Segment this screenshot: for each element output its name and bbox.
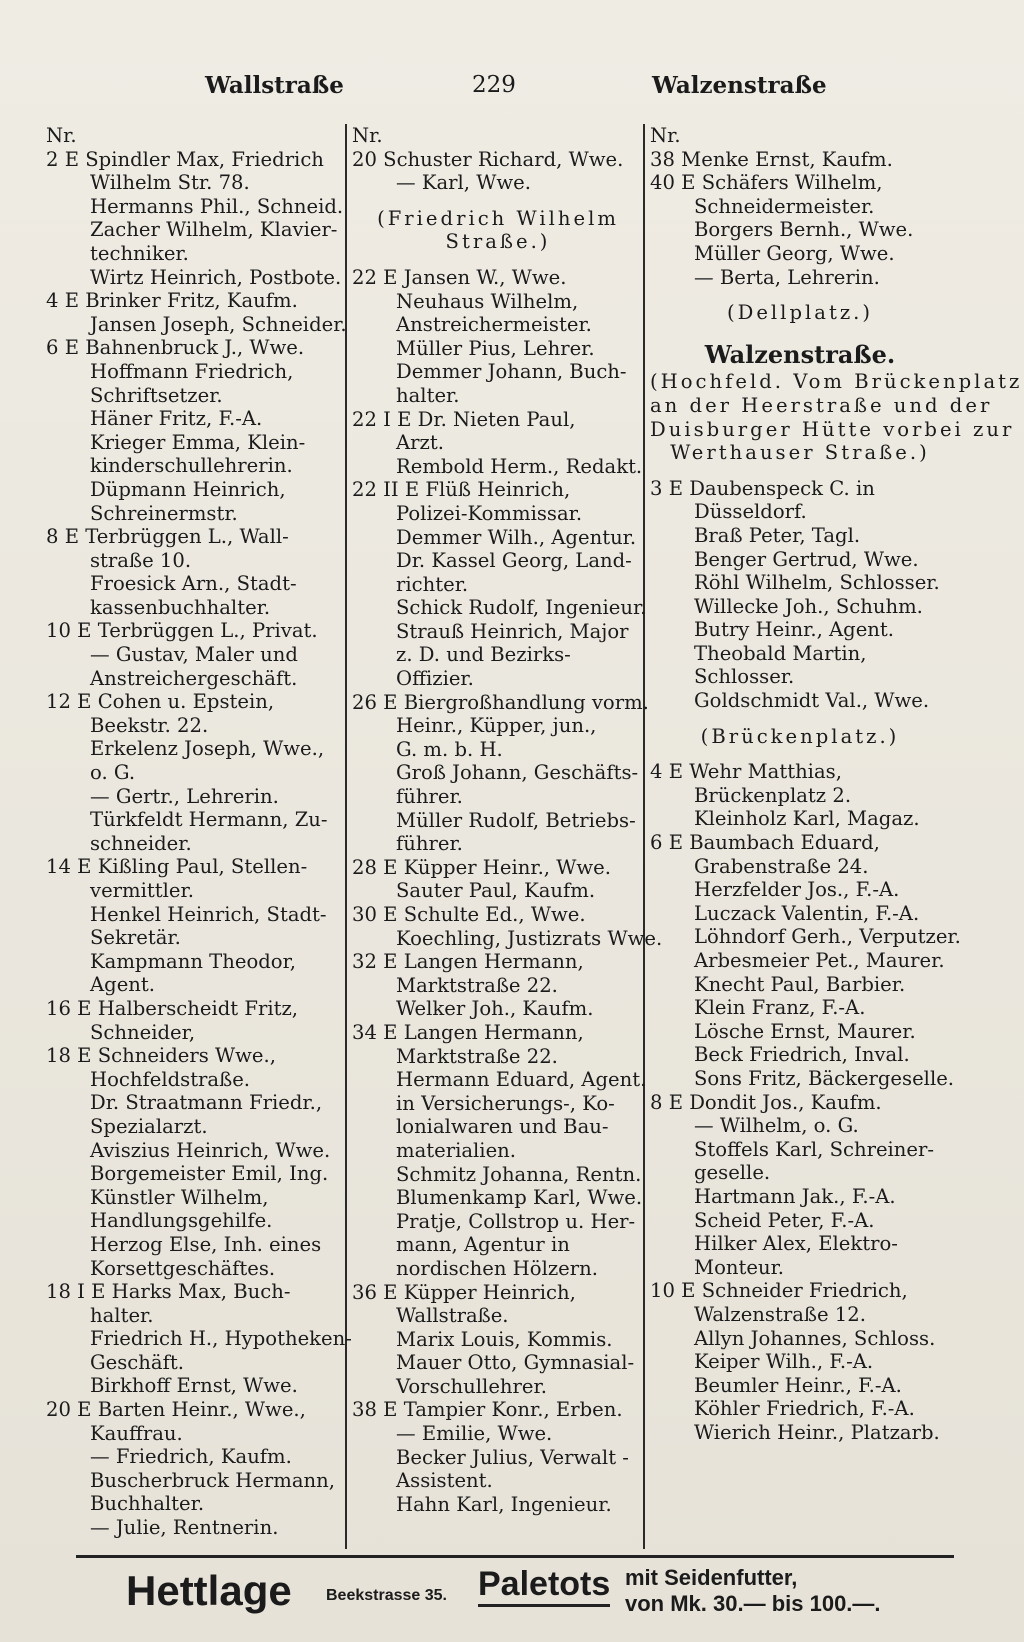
entry-line: 28 E Küpper Heinr., Wwe. [352,855,611,879]
entry-line: (Hochfeld. Vom Brückenplatz [650,370,1023,394]
entry-line: (Brückenplatz.) [700,724,900,748]
entry-line: Schriftsetzer. [90,383,223,407]
entry-line: Hermann Eduard, Agent. [396,1068,647,1092]
entry-line: Beekstr. 22. [90,713,209,737]
entry-line: Wilhelm Str. 78. [90,171,250,195]
entry-line: an der Heerstraße und der [650,393,993,417]
entry-line: Offizier. [396,667,474,691]
entry-line: Spezialarzt. [90,1114,208,1138]
entry-line: Müller Georg, Wwe. [694,241,895,265]
entry-line: Anstreichermeister. [396,313,592,337]
entry-line: Kampmann Theodor, [90,949,297,973]
entry-line: Lösche Ernst, Maurer. [694,1019,916,1043]
entry-line: Buscherbruck Hermann, [90,1468,336,1492]
entry-line: führer. [396,832,463,856]
header-street-left: Wallstraße [205,72,344,99]
entry-line: Klein Franz, F.-A. [694,996,866,1020]
entry-line: 34 E Langen Hermann, [352,1020,584,1044]
entry-line: Brückenplatz 2. [694,783,852,807]
entry-line: Anstreichergeschäft. [90,666,298,690]
footer-rule [76,1555,954,1558]
entry-line: führer. [396,785,463,809]
entry-line: Schneider, [90,1020,196,1044]
entry-line: Müller Rudolf, Betriebs- [396,808,636,832]
entry-line: Zacher Wilhelm, Klavier- [90,218,338,242]
entry-line: 26 E Biergroßhandlung vorm. [352,690,649,714]
entry-line: 2 E Spindler Max, Friedrich [46,147,324,171]
entry-line: Dr. Straatmann Friedr., [90,1091,323,1115]
entry-line: o. G. [90,761,136,785]
entry-line: Handlungsgehilfe. [90,1209,273,1233]
entry-line: Walzenstraße. [704,339,896,369]
entry-line: 36 E Küpper Heinrich, [352,1280,576,1304]
entry-line: — Karl, Wwe. [396,171,531,195]
entry-line: Demmer Wilh., Agentur. [396,525,637,549]
entry-line: kassenbuchhalter. [90,595,271,619]
entry-line: Demmer Johann, Buch- [396,360,627,384]
entry-line: Scheid Peter, F.-A. [694,1208,875,1232]
entry-line: — Friedrich, Kaufm. [90,1445,292,1469]
entry-line: Türkfeldt Hermann, Zu- [90,808,328,832]
entry-line: Nr. [650,124,681,147]
entry-line: 38 E Tampier Konr., Erben. [352,1398,623,1422]
entry-line: Butry Heinr., Agent. [694,618,895,642]
entry-line: Röhl Wilhelm, Schlosser. [694,571,940,595]
entry-line: Koechling, Justizrats Wwe. [396,926,663,950]
entry-line: Köhler Friedrich, F.-A. [694,1397,915,1421]
entry-line: Welker Joh., Kaufm. [396,997,594,1021]
entry-line: 10 E Schneider Friedrich, [650,1279,908,1303]
entry-line: Beumler Heinr., F.-A. [694,1373,902,1397]
entry-line: Jansen Joseph, Schneider. [90,312,347,336]
entry-line: nordischen Hölzern. [396,1256,598,1280]
entry-line: Stoffels Karl, Schreiner- [694,1137,935,1161]
entry-line: Keiper Wilh., F.-A. [694,1350,874,1374]
entry-line: Sekretär. [90,926,181,950]
entry-line: kinderschullehrerin. [90,454,293,478]
entry-line: Müller Pius, Lehrer. [396,336,595,360]
entry-line: Benger Gertrud, Wwe. [694,547,919,571]
entry-line: 16 E Halberscheidt Fritz, [46,996,299,1020]
entry-line: lonialwaren und Bau- [396,1115,609,1139]
entry-line: Löhndorf Gerh., Verputzer. [694,925,961,949]
entry-line: 18 E Schneiders Wwe., [46,1044,276,1068]
entry-line: Hilker Alex, Elektro- [694,1232,898,1256]
entry-line: Heinr., Küpper, jun., [396,714,597,738]
entry-line: Pratje, Collstrop u. Her- [396,1209,636,1233]
entry-line: 14 E Kißling Paul, Stellen- [46,855,308,879]
entry-line: Marktstraße 22. [396,973,558,997]
entry-line: Agent. [90,973,156,997]
entry-line: Herzfelder Jos., F.-A. [694,878,900,902]
entry-line: 6 E Baumbach Eduard, [650,831,880,855]
entry-line: Schlosser. [694,665,795,689]
spacer [650,748,950,760]
entry-line: Hoffmann Friedrich, [90,359,294,383]
entry-line: Herzog Else, Inh. eines [90,1232,322,1256]
entry-line: 8 E Terbrüggen L., Wall- [46,525,289,549]
column-1 [46,124,352,1549]
entry-line: Luczack Valentin, F.-A. [694,901,920,925]
entry-line: halter. [396,383,460,407]
entry-line: — Emilie, Wwe. [396,1422,553,1446]
entry-line: Korsettgeschäftes. [90,1256,276,1280]
entry-line: Borgers Bernh., Wwe. [694,218,914,242]
entry-line: Straße.) [445,230,551,254]
entry-line: Monteur. [694,1255,785,1279]
entry-line: Henkel Heinrich, Stadt- [90,902,327,926]
entry-line: 20 E Barten Heinr., Wwe., [46,1398,306,1422]
entry-line: 6 E Bahnenbruck J., Wwe. [46,336,305,360]
entry-line: Groß Johann, Geschäfts- [396,761,639,785]
entry-line: 38 Menke Ernst, Kaufm. [650,147,893,171]
entry-line: Allyn Johannes, Schloss. [694,1326,936,1350]
entry-line: Wirtz Heinrich, Postbote. [90,265,342,289]
spacer [352,254,644,266]
entry-line: Willecke Joh., Schuhm. [694,594,923,618]
entry-line: Kauffrau. [90,1421,183,1445]
entry-line: Hartmann Jak., F.-A. [694,1184,896,1208]
entry-line: Hochfeldstraße. [90,1067,251,1091]
entry-line: (Dellplatz.) [726,301,874,325]
entry-line: schneider. [90,831,192,855]
spacer [650,289,950,301]
entry-line: Arbesmeier Pet., Maurer. [694,949,945,972]
entry-line: Kleinholz Karl, Magaz. [694,807,920,831]
header-street-right: Walzenstraße [652,72,827,99]
column-3 [650,124,1023,1549]
entry-line: — Gertr., Lehrerin. [90,784,279,808]
entry-line: mann, Agentur in [396,1233,570,1257]
entry-line: Vorschullehrer. [396,1374,547,1398]
entry-line: Walzenstraße 12. [694,1302,866,1326]
entry-line: Friedrich H., Hypotheken- [90,1327,352,1351]
entry-line: Hahn Karl, Ingenieur. [396,1492,612,1516]
ad-address: Beekstrasse 35. [326,1587,447,1604]
entry-line: techniker. [90,241,189,265]
entry-line: Grabenstraße 24. [694,854,869,878]
entry-line: — Wilhelm, o. G. [694,1114,859,1138]
entry-line: richter. [396,572,469,596]
entry-line: — Gustav, Maler und [90,643,298,667]
advertisement [0,1563,1024,1633]
entry-line: Buchhalter. [90,1492,205,1516]
entry-line: 32 E Langen Hermann, [352,950,584,974]
entry-line: 20 Schuster Richard, Wwe. [352,147,624,171]
entry-line: G. m. b. H. [396,737,503,761]
entry-line: 30 E Schulte Ed., Wwe. [352,903,586,926]
entry-line: Sauter Paul, Kaufm. [396,879,596,903]
entry-line: Froesick Arn., Stadt- [90,572,297,596]
entry-line: Häner Fritz, F.-A. [90,407,263,431]
entry-line: 8 E Dondit Jos., Kaufm. [650,1090,882,1114]
entry-line: Marktstraße 22. [396,1044,558,1068]
entry-line: Duisburger Hütte vorbei zur [650,417,1015,441]
entry-line: Birkhoff Ernst, Wwe. [90,1374,298,1398]
ad-line-2: von Mk. 30.— bis 100.—. [625,1591,881,1616]
entry-line: Becker Julius, Verwalt - [396,1445,629,1469]
entry-line: 22 II E Flüß Heinrich, [352,478,571,502]
entry-line: 18 I E Harks Max, Buch- [46,1280,291,1304]
entry-line: Braß Peter, Tagl. [694,523,861,547]
entry-line: Nr. [352,124,383,147]
entry-line: Erkelenz Joseph, Wwe., [90,737,325,761]
spacer [352,195,644,207]
entry-line: 4 E Wehr Matthias, [650,760,842,784]
entry-line: halter. [90,1303,154,1327]
entry-line: (Friedrich Wilhelm [377,206,619,230]
page-header [0,72,1024,112]
entry-line: Mauer Otto, Gymnasial- [396,1351,635,1375]
page-number: 229 [472,72,516,98]
ad-brand: Hettlage [126,1567,292,1614]
entry-line: Wallstraße. [396,1304,509,1328]
entry-line: Marix Louis, Kommis. [396,1327,613,1351]
entry-line: Werthauser Straße.) [670,441,930,465]
entry-line: Künstler Wilhelm, [90,1185,269,1209]
entry-line: materialien. [396,1138,517,1162]
entry-line: Düsseldorf. [694,500,807,524]
entry-line: Strauß Heinrich, Major [396,619,629,643]
entry-line: 10 E Terbrüggen L., Privat. [46,619,318,643]
entry-line: Arzt. [396,431,444,455]
entry-line: 4 E Brinker Fritz, Kaufm. [46,289,298,313]
spacer [650,465,950,477]
entry-line: Schreinermstr. [90,501,238,525]
entry-line: 22 I E Dr. Nieten Paul, [352,407,576,431]
entry-line: Blumenkamp Karl, Wwe. [396,1186,643,1210]
entry-line: Rembold Herm., Redakt. [396,454,643,478]
entry-line: 12 E Cohen u. Epstein, [46,690,275,714]
entry-line: straße 10. [90,548,192,572]
spacer [650,325,950,337]
entry-line: — Berta, Lehrerin. [694,265,880,289]
entry-line: Schmitz Johanna, Rentn. [396,1162,642,1186]
entry-line: z. D. und Bezirks- [396,643,571,667]
ad-line-1: mit Seidenfutter, [625,1565,798,1590]
entry-line: 40 E Schäfers Wilhelm, [650,171,883,195]
entry-line: Goldschmidt Val., Wwe. [694,689,930,713]
entry-line: Düpmann Heinrich, [90,477,286,501]
entry-line: — Julie, Rentnerin. [90,1516,279,1540]
entry-line: Wierich Heinr., Platzarb. [694,1420,940,1444]
entry-line: Aviszius Heinrich, Wwe. [90,1138,331,1162]
entry-line: Sons Fritz, Bäckergeselle. [694,1066,955,1090]
entry-line: Assistent. [396,1469,493,1493]
entry-line: Polizei-Kommissar. [396,501,583,525]
entry-line: vermittler. [90,879,194,902]
entry-line: Schick Rudolf, Ingenieur. [396,596,647,620]
entry-line: Dr. Kassel Georg, Land- [396,549,632,573]
entry-line: Schneidermeister. [694,194,875,218]
entry-line: Neuhaus Wilhelm, [396,289,579,313]
ad-product: Paletots [478,1565,610,1607]
entry-line: Knecht Paul, Barbier. [694,972,906,996]
entry-line: Krieger Emma, Klein- [90,430,306,454]
column-2 [352,124,663,1549]
entry-line: Theobald Martin, [694,641,867,665]
entry-line: 22 E Jansen W., Wwe. [352,265,567,289]
entry-line: Hermanns Phil., Schneid. [90,194,344,218]
entry-line: Geschäft. [90,1350,184,1374]
entry-line: in Versicherungs-, Ko- [396,1091,615,1115]
entry-line: Borgemeister Emil, Ing. [90,1162,329,1186]
entry-line: Beck Friedrich, Inval. [694,1043,910,1067]
entry-line: 3 E Daubenspeck C. in [650,476,875,500]
entry-line: Nr. [46,124,77,147]
spacer [650,713,950,725]
entry-line: geselle. [694,1161,771,1185]
